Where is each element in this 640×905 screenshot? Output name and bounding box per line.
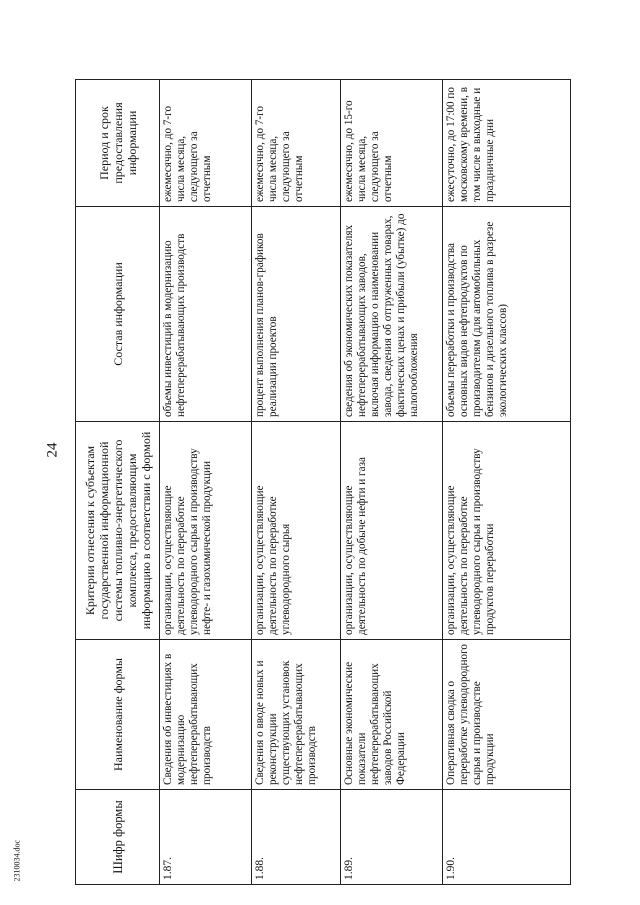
header-name: Наименование формы — [76, 640, 160, 790]
forms-table-rotated — [75, 80, 570, 885]
cell-period: ежемесячно, до 15-го числа месяца, следующего за отчетным — [341, 80, 443, 207]
cell-name: Оперативная сводка о переработке углеводородного сырья и производстве продукции — [443, 640, 571, 790]
cell-criteria: организации, осуществляющие деятельность по переработке углеводородного сырья и производству нефте- и газохимической продукции — [160, 422, 252, 640]
cell-code: 1.90. — [443, 790, 571, 885]
header-period: Период и срок предоставления информации — [76, 80, 160, 207]
header-code: Шифр формы — [76, 790, 160, 885]
table-header-row — [76, 80, 160, 885]
cell-name: Сведения о вводе новых и реконструкции существующих установок нефтеперерабатывающих производств — [252, 640, 341, 790]
cell-name: Сведения об инвестициях в модернизацию нефтеперерабатывающих производств — [160, 640, 252, 790]
cell-code: 1.87. — [160, 790, 252, 885]
header-criteria: Критерии отнесения к субъектам государственной информационной системы топливно-энергетического комплекса, предоставляющим информацию в соответствии с формой — [76, 422, 160, 640]
forms-table — [75, 79, 571, 885]
table-row — [252, 80, 341, 885]
cell-criteria: организации, осуществляющие деятельность по переработке углеводородного сырья и производству продуктов переработки — [443, 422, 571, 640]
cell-period: ежемесячно, до 7-го числа месяца, следующего за отчетным — [252, 80, 341, 207]
header-content: Состав информации — [76, 207, 160, 422]
table-row — [443, 80, 571, 885]
cell-content: объемы переработки и производства основных видов нефтепродуктов по производителям (для автомобильных бензинов и дизельного топлива в разрезе экологических классов) — [443, 207, 571, 422]
table-row — [160, 80, 252, 885]
cell-criteria: организации, осуществляющие деятельность по переработке углеводородного сырья — [252, 422, 341, 640]
cell-content: процент выполнения планов-графиков реализации проектов — [252, 207, 341, 422]
cell-period: ежемесячно, до 7-го числа месяца, следующего за отчетным — [160, 80, 252, 207]
cell-code: 1.88. — [252, 790, 341, 885]
table-row — [341, 80, 443, 885]
cell-content: сведения об экономических показателях нефтеперерабатывающих заводов, включая информацию о наименовании завода, сведения об отгруженных товарах, фактических ценах и прибыли (убытке) до налогообложения — [341, 207, 443, 422]
cell-name: Основные экономические показатели нефтеперерабатывающих заводов Российской Федерации — [341, 640, 443, 790]
document-id: 2310034.doc — [12, 839, 22, 882]
cell-period: ежесуточно, до 17:00 по московскому времени, в том числе в выходные и праздничные дни — [443, 80, 571, 207]
cell-criteria: организации, осуществляющие деятельность по добыче нефти и газа — [341, 422, 443, 640]
cell-code: 1.89. — [341, 790, 443, 885]
cell-content: объемы инвестиций в модернизацию нефтеперерабатывающих производств — [160, 207, 252, 422]
page-number: 24 — [44, 442, 61, 458]
